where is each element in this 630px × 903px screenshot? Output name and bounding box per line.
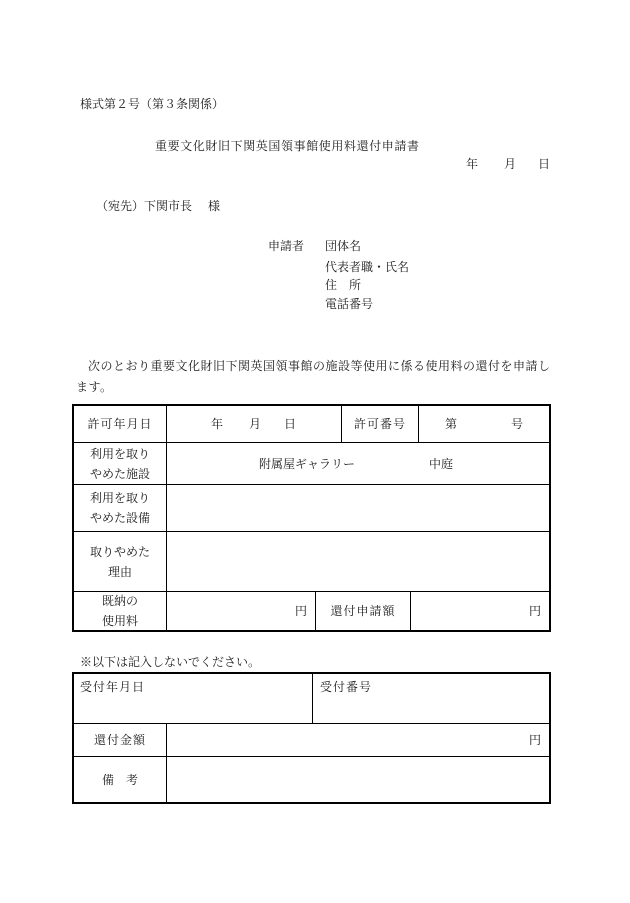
permit-date-month: 月 [249,417,262,431]
cancelled-equipment-label [74,485,166,531]
form-number: 様式第２号（第３条関係） [80,97,225,111]
cancellation-reason-label-line1: 取りやめた [89,544,150,559]
refund-request-label: 還付申請額 [330,604,396,618]
refund-amount-label: 還付金額 [93,733,146,747]
addressee: （宛先）下関市長 [96,199,193,213]
permit-number-field[interactable] [419,406,549,442]
date-year-label: 年 [466,157,479,171]
receipt-number-label: 受付番号 [320,680,373,694]
permit-date-label: 許可年月日 [87,417,153,431]
document-title: 重要文化財旧下関英国領事館使用料還付申請書 [155,139,420,153]
cancelled-facility-label [74,443,166,484]
applicant-phone-label: 電話番号 [325,297,374,311]
cancellation-reason-field[interactable] [167,532,549,591]
refund-request-field[interactable] [411,592,549,630]
paid-fee-label-line2: 使用料 [101,614,138,628]
paid-fee-label [74,592,166,630]
cancellation-reason-label-line2: 理由 [107,564,132,579]
permit-date-day: 日 [284,417,297,431]
date-day-label: 日 [538,157,551,171]
cancelled-equipment-field[interactable] [167,485,549,531]
paid-fee-unit: 円 [294,604,307,618]
applicant-address-label: 住 所 [325,278,362,292]
office-use-note: ※以下は記入しないでください。 [80,655,261,669]
application-statement: 次のとおり重要文化財旧下関英国領事館の施設等使用に係る使用料の還付を申請します。 [76,359,551,394]
cancelled-facility-label-line2: やめた施設 [89,466,150,481]
cancelled-facility-label-line1: 利用を取り [89,446,150,461]
cancelled-facility-field[interactable] [167,443,549,484]
facility-option-gallery[interactable]: 附属屋ギャラリー [259,456,356,471]
office-use-table [72,672,551,804]
cancellation-reason-label [74,532,166,591]
cancelled-equipment-label-line1: 利用を取り [89,491,150,505]
paid-fee-label-line1: 既納の [101,594,138,608]
permit-number-suffix: 号 [511,417,524,431]
date-month-label: 月 [504,157,517,171]
applicant-representative-label: 代表者職・氏名 [325,260,410,274]
permit-date-year: 年 [211,417,224,431]
permit-date-field[interactable] [167,406,341,442]
paid-fee-field[interactable] [167,592,315,630]
cancelled-equipment-label-line2: やめた設備 [89,511,150,525]
addressee-honorific: 様 [208,199,221,213]
receipt-number-field[interactable] [320,694,545,718]
remarks-field[interactable] [167,757,549,802]
applicant-label: 申請者 [268,239,305,253]
refund-amount-field[interactable] [167,724,549,756]
refund-amount-unit: 円 [528,733,541,747]
facility-option-courtyard[interactable]: 中庭 [429,456,454,471]
application-table [72,404,551,632]
permit-number-prefix: 第 [445,417,458,431]
refund-request-unit: 円 [528,604,541,618]
receipt-date-label: 受付年月日 [80,680,146,694]
applicant-group-name-label: 団体名 [325,239,362,253]
remarks-label: 備 考 [101,772,138,787]
receipt-date-field[interactable] [167,694,307,718]
permit-number-label: 許可番号 [353,417,406,431]
